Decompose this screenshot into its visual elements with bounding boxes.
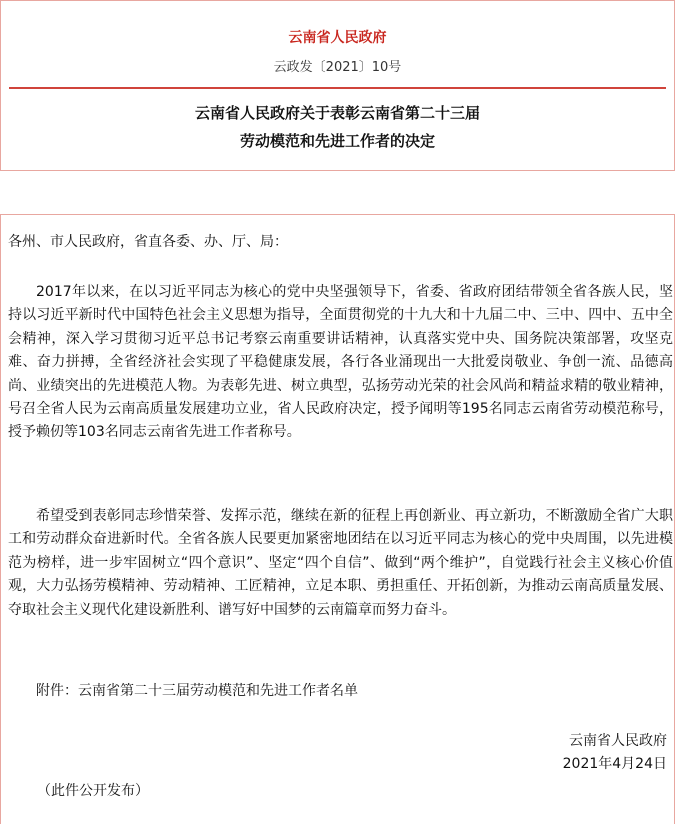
title-line-1: 云南省人民政府关于表彰云南省第二十三届 bbox=[194, 104, 480, 122]
document-number: 云政发〔2021〕10号 bbox=[273, 60, 402, 75]
title-line-2: 劳动模范和先进工作者的决定 bbox=[239, 132, 435, 150]
issuer-name: 云南省人民政府 bbox=[288, 30, 387, 46]
signature-date: 2021年4月24日 bbox=[562, 756, 667, 772]
red-divider bbox=[9, 87, 666, 89]
document-title bbox=[1, 99, 674, 155]
paragraph-1: 2017年以来，在以习近平同志为核心的党中央坚强领导下，省委、省政府团结带领全省各族人民，坚持以习近平新时代中国特色社会主义思想为指导，全面贯彻党的十九大和十九届二中、三中、四中、五中全会精神，深入学习贯彻习近平总书记考察云南重要讲话精神，认真落实党中央、国务院决策部署，攻坚克难、奋力拼搏，全省经济社会实现了平稳健康发展，各行各业涌现出一大批爱岗敬业、争创一流、品德高尚、业绩突出的先进模范人物。为表彰先进、树立典型，弘扬劳动光荣的社会风尚和精益求精的敬业精神，号召全省人民为云南高质量发展建功立业，省人民政府决定，授予闻明等195名同志云南省劳动模范称号，授予赖仞等103名同志云南省先进工作者称号。 bbox=[8, 284, 673, 441]
attachment-line: 附件：云南省第二十三届劳动模范和先进工作者名单 bbox=[36, 683, 358, 699]
publish-note: （此件公开发布） bbox=[37, 783, 149, 799]
signature-org: 云南省人民政府 bbox=[569, 733, 667, 749]
document-header bbox=[0, 0, 675, 171]
paragraph-2: 希望受到表彰同志珍惜荣誉、发挥示范，继续在新的征程上再创新业、再立新功，不断激励全省广大职工和劳动群众奋进新时代。全省各族人民要更加紧密地团结在以习近平同志为核心的党中央周围，以先进模范为榜样，进一步牢固树立“四个意识”、坚定“四个自信”、做到“两个维护”，自觉践行社会主义核心价值观，大力弘扬劳模精神、劳动精神、工匠精神，立足本职、勇担重任、开拓创新，为推动云南高质量发展、夺取社会主义现代化建设新胜利、谱写好中国梦的云南篇章而努力奋斗。 bbox=[8, 508, 673, 618]
document-body bbox=[0, 214, 675, 824]
salutation: 各州、市人民政府，省直各委、办、厅、局： bbox=[8, 234, 288, 250]
